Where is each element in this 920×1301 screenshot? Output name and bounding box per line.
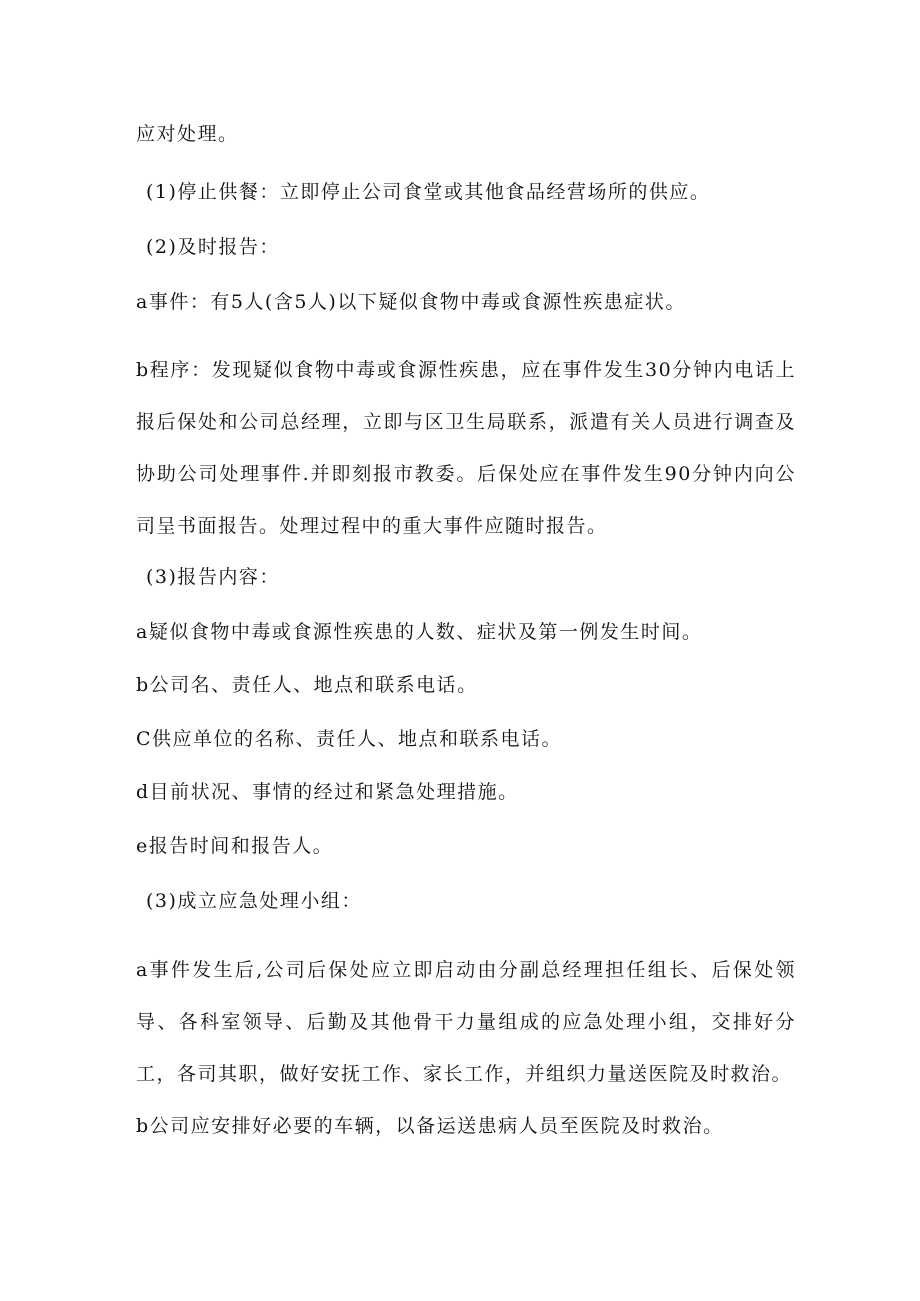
paragraph-vehicles: b公司应安排好必要的车辆，以备运送患病人员至医院及时救治。 xyxy=(136,1115,724,1137)
paragraph-procedure: b程序：发现疑似食物中毒或食源性疾患，应在事件发生30分钟内电话上报后保处和公司总经理，立即与区卫生局联系，派遣有关人员进行调查及协助公司处理事件.并即刻报市教委。后保处应在事件发生90分钟内向公司呈书面报告。处理过程中的重大事件应随时报告。 xyxy=(136,359,796,537)
report-item-b: b公司名、责任人、地点和联系电话。 xyxy=(136,674,478,696)
heading-timely-report: (2)及时报告： xyxy=(146,236,280,258)
report-item-d: d目前状况、事情的经过和紧急处理措施。 xyxy=(136,781,519,803)
report-item-c: C供应单位的名称、责任人、地点和联系电话。 xyxy=(136,728,563,750)
paragraph-event: a事件：有5人(含5人)以下疑似食物中毒或食源性疾患症状。 xyxy=(136,291,686,313)
report-item-a: a疑似食物中毒或食源性疾患的人数、症状及第一例发生时间。 xyxy=(136,621,703,643)
heading-report-contents: (3)报告内容： xyxy=(146,566,280,588)
paragraph-intro: 应对处理。 xyxy=(136,123,239,145)
paragraph-stop-meals: (1)停止供餐：立即停止公司食堂或其他食品经营场所的供应。 xyxy=(146,181,711,203)
heading-response-team: (3)成立应急处理小组： xyxy=(146,890,362,912)
paragraph-team-formation: a事件发生后,公司后保处应立即启动由分副总经理担任组长、后保处领导、各科室领导、后勤及其他骨干力量组成的应急处理小组，交排好分工，各司其职，做好安抚工作、家长工作，并组织力量送医院及时救治。 xyxy=(136,959,796,1085)
report-item-e: e报告时间和报告人。 xyxy=(136,835,334,857)
